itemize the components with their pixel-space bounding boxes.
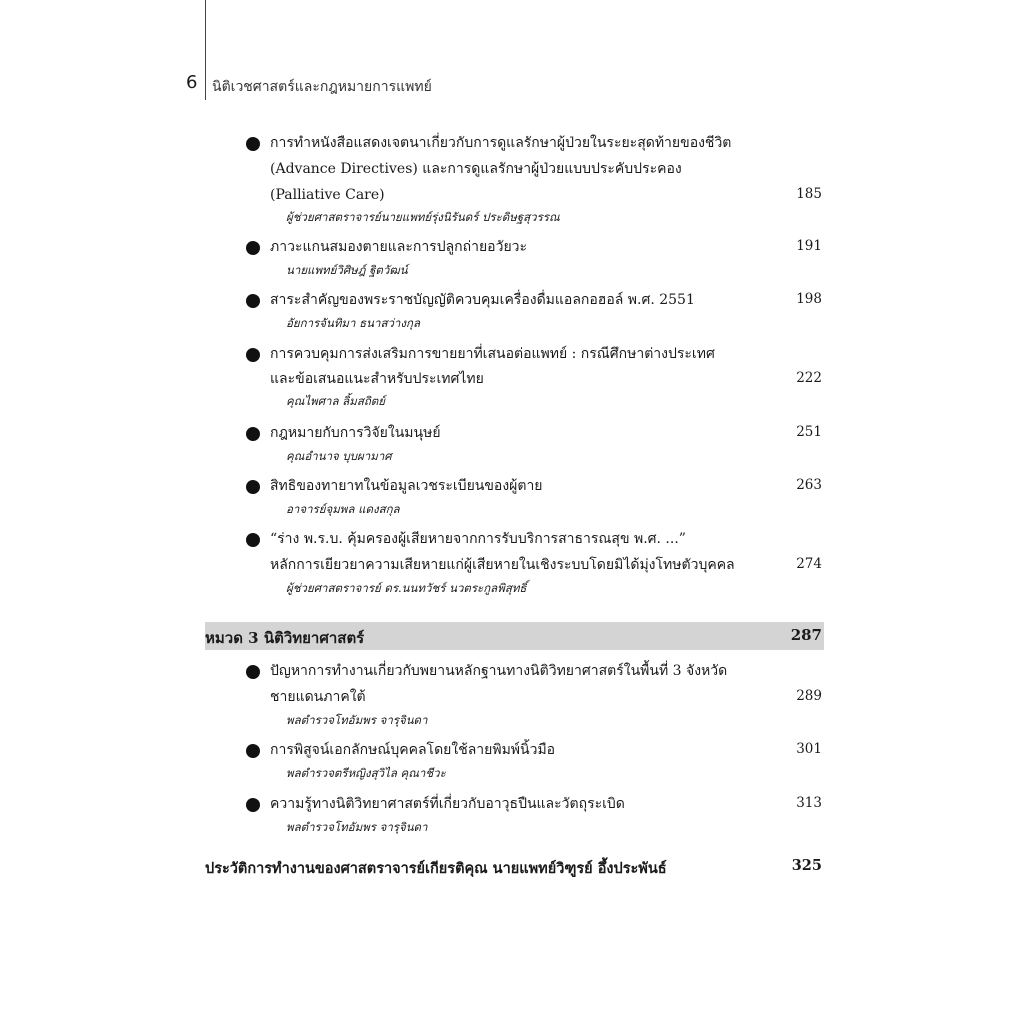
- bullet-icon: [246, 665, 260, 679]
- entry-author: ผู้ช่วยศาสตราจารย์นายแพทย์รุ่งนิรันดร์ ประดิษฐสุวรรณ: [286, 210, 560, 224]
- toc-entry[interactable]: [246, 741, 826, 781]
- toc-entry[interactable]: [246, 134, 826, 224]
- header-book-title: นิติเวชศาสตร์และกฎหมายการแพทย์: [212, 79, 432, 95]
- bullet-icon: [246, 744, 260, 758]
- entry-title-line: “ร่าง พ.ร.บ. คุ้มครองผู้เสียหายจากการรับบริการสาธารณสุข พ.ศ. ...”: [270, 531, 686, 547]
- bullet-icon: [246, 533, 260, 547]
- toc-entry[interactable]: [246, 662, 826, 728]
- footer-page-number: 325: [791, 857, 822, 874]
- entry-page-number: 185: [796, 186, 822, 202]
- entry-author: คุณไพศาล ลิ้มสถิตย์: [286, 394, 386, 408]
- entry-title-line: สาระสำคัญของพระราชบัญญัติควบคุมเครื่องดื่มแอลกอฮอล์ พ.ศ. 2551: [270, 292, 695, 308]
- entry-author: พลตำรวจตรีหญิงสุวิไล คุณาชีวะ: [286, 766, 446, 780]
- section-title: หมวด 3 นิติวิทยาศาสตร์: [205, 629, 365, 647]
- entry-title-line: สิทธิของทายาทในข้อมูลเวชระเบียนของผู้ตาย: [270, 478, 543, 494]
- entry-title-line: ปัญหาการทำงานเกี่ยวกับพยานหลักฐานทางนิติวิทยาศาสตร์ในพื้นที่ 3 จังหวัด: [270, 663, 728, 679]
- entry-author: อัยการจันทิมา ธนาสว่างกุล: [286, 316, 421, 330]
- margin-rule: [205, 0, 206, 100]
- entry-author: ผู้ช่วยศาสตราจารย์ ดร.นนทวัชร์ นวตระกูลพิสุทธิ์: [286, 581, 527, 595]
- entry-page-number: 251: [796, 424, 822, 440]
- header-page-number: 6: [186, 72, 198, 93]
- footer-title: ประวัติการทำงานของศาสตราจารย์เกียรติคุณ นายแพทย์วิฑูรย์ อึ้งประพันธ์: [205, 860, 667, 877]
- bullet-icon: [246, 348, 260, 362]
- entry-page-number: 289: [796, 688, 822, 704]
- toc-entry[interactable]: [246, 795, 826, 835]
- toc-entry[interactable]: [246, 291, 826, 331]
- section-heading[interactable]: [205, 622, 824, 650]
- entry-page-number: 263: [796, 477, 822, 493]
- entry-author: อาจารย์จุมพล แดงสกุล: [286, 502, 400, 516]
- entry-page-number: 191: [796, 238, 822, 254]
- entry-title-line: หลักการเยียวยาความเสียหายแก่ผู้เสียหายในเชิงระบบโดยมิได้มุ่งโทษตัวบุคคล: [270, 557, 735, 573]
- bullet-icon: [246, 241, 260, 255]
- entry-author: พลตำรวจโทอัมพร จารุจินดา: [286, 713, 428, 727]
- bullet-icon: [246, 798, 260, 812]
- entry-page-number: 222: [796, 370, 822, 386]
- entry-title-line: (Advance Directives) และการดูแลรักษาผู้ป่วยแบบประคับประคอง: [270, 161, 682, 177]
- entry-title-line: ภาวะแกนสมองตายและการปลูกถ่ายอวัยวะ: [270, 239, 528, 255]
- entry-page-number: 198: [796, 291, 822, 307]
- entry-page-number: 274: [796, 556, 822, 572]
- bullet-icon: [246, 480, 260, 494]
- entry-title-line: ชายแดนภาคใต้: [270, 689, 366, 705]
- entry-title-line: การควบคุมการส่งเสริมการขายยาที่เสนอต่อแพทย์ : กรณีศึกษาต่างประเทศ: [270, 346, 715, 362]
- entry-page-number: 301: [796, 741, 822, 757]
- toc-entry[interactable]: [246, 238, 826, 278]
- bullet-icon: [246, 137, 260, 151]
- entry-title-line: (Palliative Care): [270, 187, 385, 203]
- toc-entry[interactable]: [246, 345, 826, 409]
- entry-title-line: ความรู้ทางนิติวิทยาศาสตร์ที่เกี่ยวกับอาวุธปืนและวัตถุระเบิด: [270, 796, 625, 812]
- entry-title-line: และข้อเสนอแนะสำหรับประเทศไทย: [270, 371, 484, 387]
- bullet-icon: [246, 427, 260, 441]
- entry-author: คุณอำนาจ บุบผามาศ: [286, 449, 392, 463]
- entry-title-line: กฎหมายกับการวิจัยในมนุษย์: [270, 425, 441, 441]
- entry-page-number: 313: [796, 795, 822, 811]
- entry-title-line: การทำหนังสือแสดงเจตนาเกี่ยวกับการดูแลรักษาผู้ป่วยในระยะสุดท้ายของชีวิต: [270, 135, 732, 151]
- toc-entry[interactable]: [246, 477, 826, 517]
- toc-entry[interactable]: [246, 530, 826, 596]
- entry-author: พลตำรวจโทอัมพร จารุจินดา: [286, 820, 428, 834]
- bullet-icon: [246, 294, 260, 308]
- toc-entry[interactable]: [246, 424, 826, 464]
- entry-author: นายแพทย์วิศิษฎ์ ฐิตวัฒน์: [286, 263, 408, 277]
- entry-title-line: การพิสูจน์เอกลักษณ์บุคคลโดยใช้ลายพิมพ์นิ้วมือ: [270, 742, 556, 758]
- section-page-number: 287: [790, 626, 822, 644]
